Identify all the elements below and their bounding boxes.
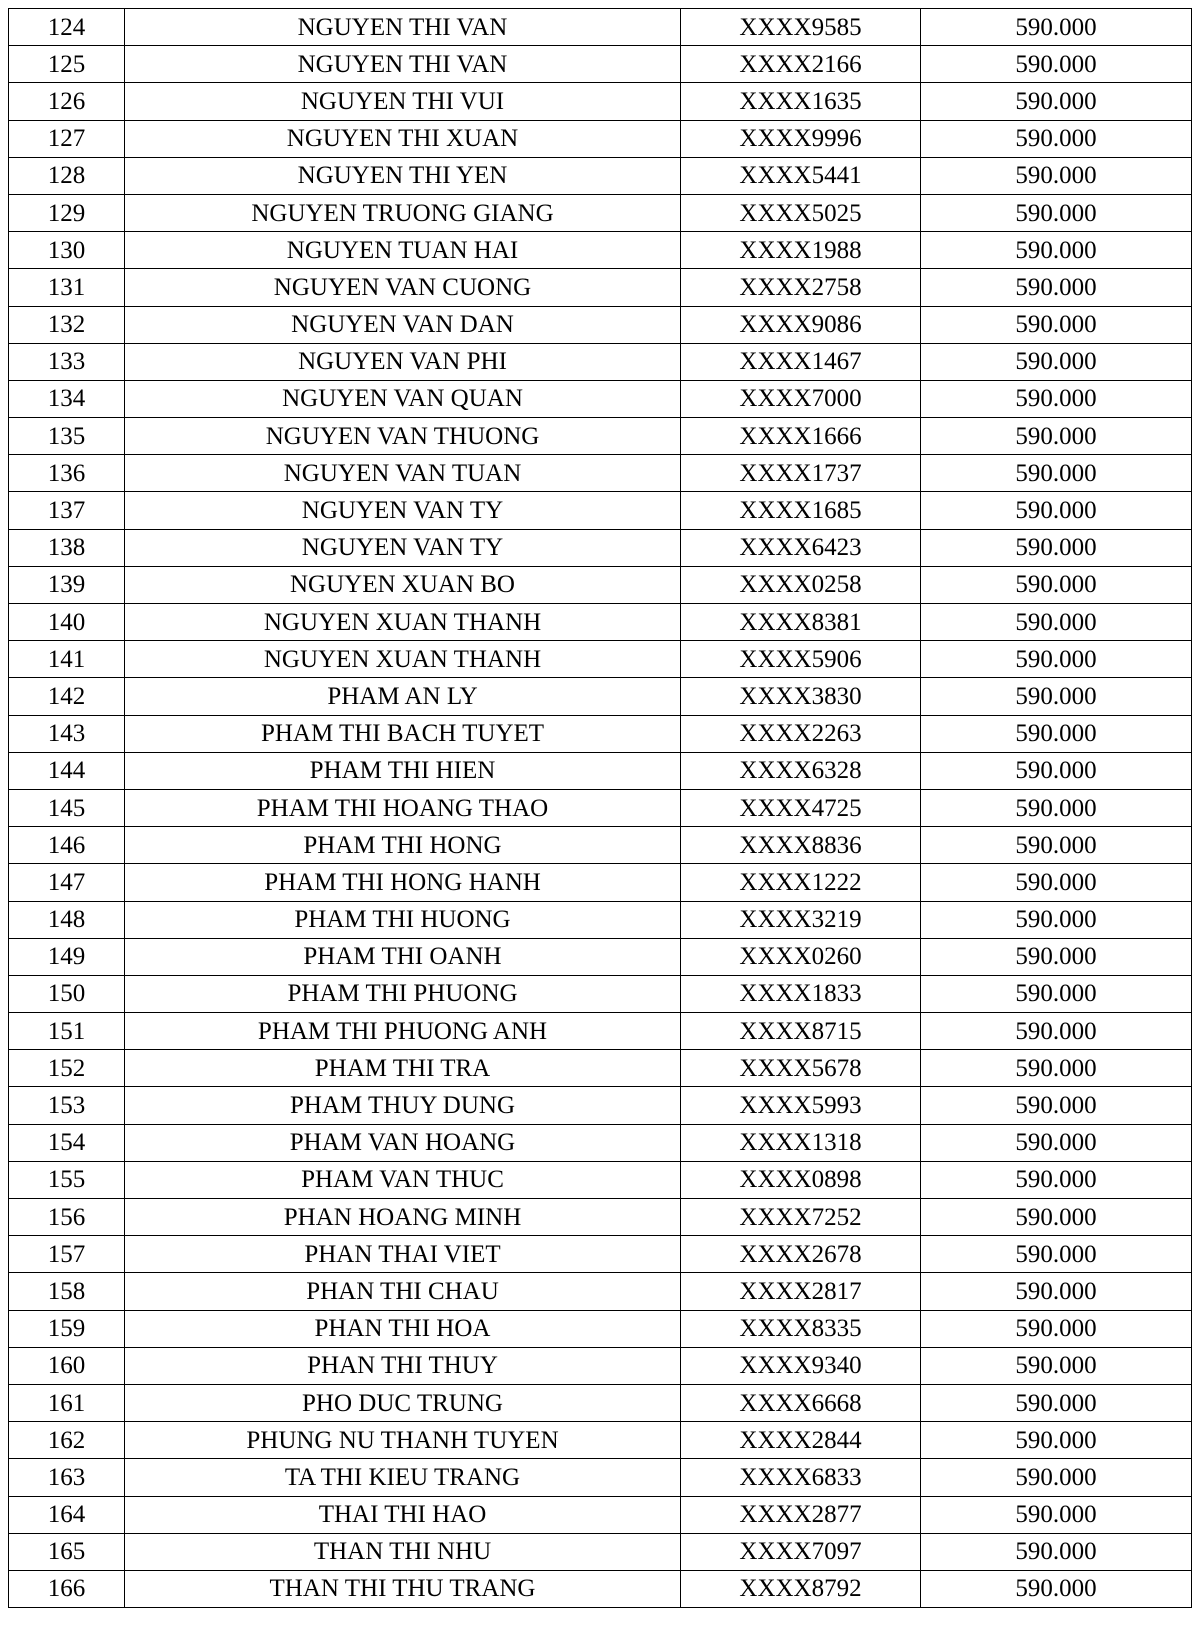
amount-cell: 590.000	[921, 1459, 1192, 1496]
table-row	[9, 1050, 1192, 1087]
account-number-cell: XXXX2758	[681, 269, 921, 306]
amount-cell: 590.000	[921, 1496, 1192, 1533]
account-number-cell: XXXX2678	[681, 1236, 921, 1273]
account-number-cell: XXXX3830	[681, 678, 921, 715]
row-number-cell: 126	[9, 83, 125, 120]
account-number-cell: XXXX8335	[681, 1310, 921, 1347]
full-name-cell: PHAN THI THUY	[125, 1347, 681, 1384]
full-name-cell: NGUYEN VAN TY	[125, 492, 681, 529]
account-number-cell: XXXX9585	[681, 9, 921, 46]
amount-cell: 590.000	[921, 343, 1192, 380]
full-name-cell: NGUYEN VAN QUAN	[125, 380, 681, 417]
row-number-cell: 139	[9, 566, 125, 603]
row-number-cell: 132	[9, 306, 125, 343]
table-row	[9, 343, 1192, 380]
amount-cell: 590.000	[921, 1347, 1192, 1384]
table-row	[9, 1124, 1192, 1161]
account-number-cell: XXXX0260	[681, 938, 921, 975]
account-number-cell: XXXX3219	[681, 901, 921, 938]
account-number-cell: XXXX7252	[681, 1199, 921, 1236]
table-row	[9, 1384, 1192, 1421]
full-name-cell: PHAN THI CHAU	[125, 1273, 681, 1310]
row-number-cell: 134	[9, 380, 125, 417]
account-number-cell: XXXX5906	[681, 641, 921, 678]
table-row	[9, 864, 1192, 901]
donation-list-table	[8, 8, 1191, 1608]
full-name-cell: PHAM THI PHUONG ANH	[125, 1013, 681, 1050]
table-row	[9, 232, 1192, 269]
row-number-cell: 152	[9, 1050, 125, 1087]
account-number-cell: XXXX5678	[681, 1050, 921, 1087]
row-number-cell: 127	[9, 120, 125, 157]
full-name-cell: PHAM THI TRA	[125, 1050, 681, 1087]
account-number-cell: XXXX7097	[681, 1533, 921, 1570]
full-name-cell: NGUYEN VAN TUAN	[125, 455, 681, 492]
account-number-cell: XXXX9996	[681, 120, 921, 157]
account-number-cell: XXXX6668	[681, 1384, 921, 1421]
row-number-cell: 164	[9, 1496, 125, 1533]
amount-cell: 590.000	[921, 1533, 1192, 1570]
row-number-cell: 165	[9, 1533, 125, 1570]
table-row	[9, 269, 1192, 306]
account-number-cell: XXXX8715	[681, 1013, 921, 1050]
row-number-cell: 141	[9, 641, 125, 678]
account-number-cell: XXXX2166	[681, 46, 921, 83]
row-number-cell: 146	[9, 827, 125, 864]
full-name-cell: NGUYEN THI VAN	[125, 46, 681, 83]
full-name-cell: NGUYEN THI XUAN	[125, 120, 681, 157]
row-number-cell: 156	[9, 1199, 125, 1236]
row-number-cell: 161	[9, 1384, 125, 1421]
row-number-cell: 148	[9, 901, 125, 938]
table-row	[9, 120, 1192, 157]
table-body	[9, 9, 1192, 1608]
amount-cell: 590.000	[921, 9, 1192, 46]
full-name-cell: PHAM THI HIEN	[125, 752, 681, 789]
full-name-cell: PHAM VAN THUC	[125, 1161, 681, 1198]
row-number-cell: 163	[9, 1459, 125, 1496]
row-number-cell: 140	[9, 604, 125, 641]
amount-cell: 590.000	[921, 1199, 1192, 1236]
amount-cell: 590.000	[921, 1161, 1192, 1198]
full-name-cell: NGUYEN VAN PHI	[125, 343, 681, 380]
full-name-cell: THAN THI THU TRANG	[125, 1570, 681, 1607]
account-number-cell: XXXX0258	[681, 566, 921, 603]
amount-cell: 590.000	[921, 1384, 1192, 1421]
row-number-cell: 157	[9, 1236, 125, 1273]
table-row	[9, 418, 1192, 455]
account-number-cell: XXXX2817	[681, 1273, 921, 1310]
table-row	[9, 9, 1192, 46]
full-name-cell: NGUYEN XUAN BO	[125, 566, 681, 603]
amount-cell: 590.000	[921, 715, 1192, 752]
table-row	[9, 604, 1192, 641]
account-number-cell: XXXX9086	[681, 306, 921, 343]
full-name-cell: NGUYEN VAN TY	[125, 529, 681, 566]
full-name-cell: THAI THI HAO	[125, 1496, 681, 1533]
amount-cell: 590.000	[921, 1124, 1192, 1161]
table-row	[9, 1310, 1192, 1347]
full-name-cell: PHAN THAI VIET	[125, 1236, 681, 1273]
full-name-cell: PHAM THI HONG HANH	[125, 864, 681, 901]
account-number-cell: XXXX8792	[681, 1570, 921, 1607]
row-number-cell: 136	[9, 455, 125, 492]
row-number-cell: 142	[9, 678, 125, 715]
amount-cell: 590.000	[921, 120, 1192, 157]
table-row	[9, 1533, 1192, 1570]
amount-cell: 590.000	[921, 306, 1192, 343]
amount-cell: 590.000	[921, 46, 1192, 83]
full-name-cell: THAN THI NHU	[125, 1533, 681, 1570]
account-number-cell: XXXX5441	[681, 157, 921, 194]
table-row	[9, 1422, 1192, 1459]
row-number-cell: 150	[9, 975, 125, 1012]
full-name-cell: NGUYEN VAN THUONG	[125, 418, 681, 455]
full-name-cell: PHUNG NU THANH TUYEN	[125, 1422, 681, 1459]
table-row	[9, 380, 1192, 417]
amount-cell: 590.000	[921, 789, 1192, 826]
row-number-cell: 153	[9, 1087, 125, 1124]
table-row	[9, 1161, 1192, 1198]
account-number-cell: XXXX1685	[681, 492, 921, 529]
full-name-cell: NGUYEN THI VAN	[125, 9, 681, 46]
account-number-cell: XXXX1988	[681, 232, 921, 269]
full-name-cell: PHAN HOANG MINH	[125, 1199, 681, 1236]
table-row	[9, 1013, 1192, 1050]
table-row	[9, 641, 1192, 678]
account-number-cell: XXXX2877	[681, 1496, 921, 1533]
full-name-cell: NGUYEN THI VUI	[125, 83, 681, 120]
amount-cell: 590.000	[921, 604, 1192, 641]
table-row	[9, 46, 1192, 83]
row-number-cell: 137	[9, 492, 125, 529]
full-name-cell: TA THI KIEU TRANG	[125, 1459, 681, 1496]
full-name-cell: PHAN THI HOA	[125, 1310, 681, 1347]
table-row	[9, 938, 1192, 975]
amount-cell: 590.000	[921, 1050, 1192, 1087]
row-number-cell: 155	[9, 1161, 125, 1198]
row-number-cell: 151	[9, 1013, 125, 1050]
account-number-cell: XXXX8381	[681, 604, 921, 641]
account-number-cell: XXXX6423	[681, 529, 921, 566]
full-name-cell: PHAM THI BACH TUYET	[125, 715, 681, 752]
row-number-cell: 149	[9, 938, 125, 975]
full-name-cell: NGUYEN TRUONG GIANG	[125, 194, 681, 231]
full-name-cell: PHAM THI HONG	[125, 827, 681, 864]
amount-cell: 590.000	[921, 380, 1192, 417]
table-row	[9, 975, 1192, 1012]
full-name-cell: PHAM THI PHUONG	[125, 975, 681, 1012]
account-number-cell: XXXX1666	[681, 418, 921, 455]
table-row	[9, 752, 1192, 789]
full-name-cell: NGUYEN XUAN THANH	[125, 604, 681, 641]
row-number-cell: 166	[9, 1570, 125, 1607]
amount-cell: 590.000	[921, 678, 1192, 715]
account-number-cell: XXXX1737	[681, 455, 921, 492]
amount-cell: 590.000	[921, 566, 1192, 603]
account-number-cell: XXXX1833	[681, 975, 921, 1012]
account-number-cell: XXXX8836	[681, 827, 921, 864]
account-number-cell: XXXX6833	[681, 1459, 921, 1496]
full-name-cell: NGUYEN VAN DAN	[125, 306, 681, 343]
amount-cell: 590.000	[921, 975, 1192, 1012]
amount-cell: 590.000	[921, 752, 1192, 789]
account-number-cell: XXXX2844	[681, 1422, 921, 1459]
account-number-cell: XXXX5025	[681, 194, 921, 231]
amount-cell: 590.000	[921, 418, 1192, 455]
amount-cell: 590.000	[921, 938, 1192, 975]
table-row	[9, 306, 1192, 343]
row-number-cell: 135	[9, 418, 125, 455]
table-row	[9, 455, 1192, 492]
amount-cell: 590.000	[921, 864, 1192, 901]
full-name-cell: PHAM THI HUONG	[125, 901, 681, 938]
table-row	[9, 1347, 1192, 1384]
table-row	[9, 1199, 1192, 1236]
amount-cell: 590.000	[921, 827, 1192, 864]
row-number-cell: 159	[9, 1310, 125, 1347]
amount-cell: 590.000	[921, 455, 1192, 492]
table-row	[9, 901, 1192, 938]
amount-cell: 590.000	[921, 1273, 1192, 1310]
full-name-cell: NGUYEN THI YEN	[125, 157, 681, 194]
full-name-cell: PHAM THI HOANG THAO	[125, 789, 681, 826]
amount-cell: 590.000	[921, 1087, 1192, 1124]
row-number-cell: 138	[9, 529, 125, 566]
amount-cell: 590.000	[921, 1422, 1192, 1459]
row-number-cell: 147	[9, 864, 125, 901]
account-number-cell: XXXX9340	[681, 1347, 921, 1384]
full-name-cell: PHAM THI OANH	[125, 938, 681, 975]
amount-cell: 590.000	[921, 157, 1192, 194]
table-row	[9, 789, 1192, 826]
row-number-cell: 162	[9, 1422, 125, 1459]
table-row	[9, 492, 1192, 529]
full-name-cell: PHO DUC TRUNG	[125, 1384, 681, 1421]
table-row	[9, 1087, 1192, 1124]
amount-cell: 590.000	[921, 1013, 1192, 1050]
account-number-cell: XXXX1467	[681, 343, 921, 380]
amount-cell: 590.000	[921, 901, 1192, 938]
row-number-cell: 125	[9, 46, 125, 83]
table-row	[9, 1273, 1192, 1310]
table-row	[9, 194, 1192, 231]
full-name-cell: NGUYEN VAN CUONG	[125, 269, 681, 306]
table-row	[9, 1570, 1192, 1607]
row-number-cell: 129	[9, 194, 125, 231]
amount-cell: 590.000	[921, 1570, 1192, 1607]
full-name-cell: NGUYEN TUAN HAI	[125, 232, 681, 269]
row-number-cell: 131	[9, 269, 125, 306]
full-name-cell: PHAM AN LY	[125, 678, 681, 715]
amount-cell: 590.000	[921, 1236, 1192, 1273]
account-number-cell: XXXX1635	[681, 83, 921, 120]
table-row	[9, 83, 1192, 120]
account-number-cell: XXXX1318	[681, 1124, 921, 1161]
row-number-cell: 154	[9, 1124, 125, 1161]
row-number-cell: 128	[9, 157, 125, 194]
row-number-cell: 145	[9, 789, 125, 826]
account-number-cell: XXXX2263	[681, 715, 921, 752]
table-row	[9, 566, 1192, 603]
amount-cell: 590.000	[921, 83, 1192, 120]
account-number-cell: XXXX7000	[681, 380, 921, 417]
table-row	[9, 157, 1192, 194]
account-number-cell: XXXX4725	[681, 789, 921, 826]
table-row	[9, 715, 1192, 752]
account-number-cell: XXXX0898	[681, 1161, 921, 1198]
full-name-cell: NGUYEN XUAN THANH	[125, 641, 681, 678]
full-name-cell: PHAM VAN HOANG	[125, 1124, 681, 1161]
table-row	[9, 1496, 1192, 1533]
row-number-cell: 133	[9, 343, 125, 380]
row-number-cell: 158	[9, 1273, 125, 1310]
table-row	[9, 1459, 1192, 1496]
table-row	[9, 827, 1192, 864]
amount-cell: 590.000	[921, 1310, 1192, 1347]
row-number-cell: 160	[9, 1347, 125, 1384]
amount-cell: 590.000	[921, 529, 1192, 566]
amount-cell: 590.000	[921, 269, 1192, 306]
table-row	[9, 1236, 1192, 1273]
data-table	[8, 8, 1192, 1608]
row-number-cell: 144	[9, 752, 125, 789]
row-number-cell: 143	[9, 715, 125, 752]
amount-cell: 590.000	[921, 641, 1192, 678]
account-number-cell: XXXX5993	[681, 1087, 921, 1124]
account-number-cell: XXXX6328	[681, 752, 921, 789]
table-row	[9, 678, 1192, 715]
row-number-cell: 124	[9, 9, 125, 46]
amount-cell: 590.000	[921, 232, 1192, 269]
row-number-cell: 130	[9, 232, 125, 269]
amount-cell: 590.000	[921, 492, 1192, 529]
amount-cell: 590.000	[921, 194, 1192, 231]
table-row	[9, 529, 1192, 566]
full-name-cell: PHAM THUY DUNG	[125, 1087, 681, 1124]
account-number-cell: XXXX1222	[681, 864, 921, 901]
